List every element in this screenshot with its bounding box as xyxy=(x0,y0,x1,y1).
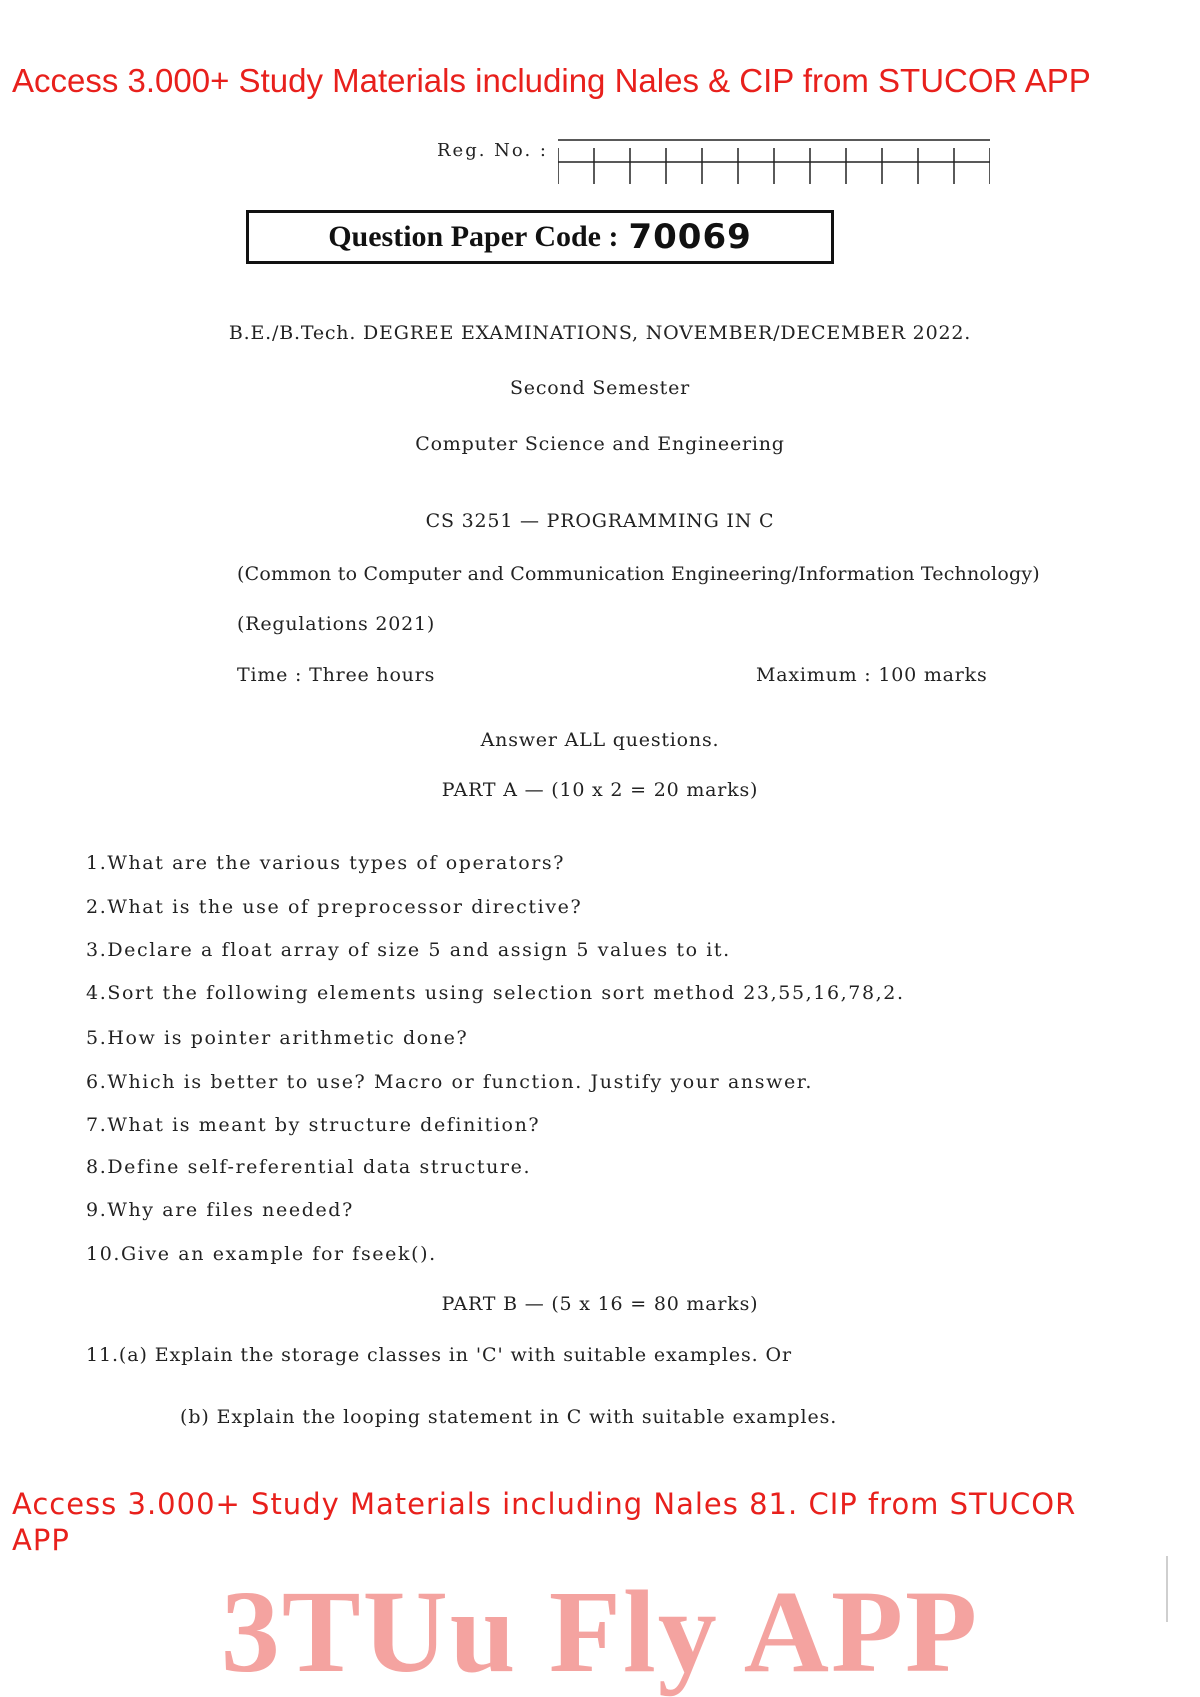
question-item: 6.Which is better to use? Macro or function. Justify your answer. xyxy=(86,1071,814,1093)
question-paper-code-box xyxy=(246,210,834,264)
question-item: 2.What is the use of preprocessor directive? xyxy=(86,896,583,918)
exam-title: B.E./B.Tech. DEGREE EXAMINATIONS, NOVEMBER/DECEMBER 2022. xyxy=(228,322,972,344)
question-paper-code-label: Question Paper Code : xyxy=(328,220,619,253)
common-to-note: (Common to Computer and Communication Engineering/Information Technology) xyxy=(237,563,1040,585)
reg-no-boxes xyxy=(558,138,990,186)
reg-no-label: Reg. No. : xyxy=(437,140,548,161)
top-promo-banner: Access 3.000+ Study Materials including Nales & CIP from STUCOR APP xyxy=(12,62,1091,99)
watermark-text: 3TUu Fly APP xyxy=(220,1566,980,1697)
page-edge-divider xyxy=(1166,1556,1168,1622)
question-paper-code-value: 70069 xyxy=(628,217,752,257)
question-item: 7.What is meant by structure definition? xyxy=(86,1114,541,1136)
question-item: 4.Sort the following elements using selection sort method 23,55,16,78,2. xyxy=(86,982,905,1004)
question-11b: (b) Explain the looping statement in C with suitable examples. xyxy=(180,1406,838,1428)
department: Computer Science and Engineering xyxy=(415,433,785,455)
question-item: 8.Define self-referential data structure. xyxy=(86,1156,532,1178)
question-item: 10.Give an example for fseek(). xyxy=(86,1243,437,1265)
exam-duration: Time : Three hours xyxy=(237,664,436,686)
part-b-heading: PART B — (5 x 16 = 80 marks) xyxy=(441,1293,759,1315)
part-a-heading: PART A — (10 x 2 = 20 marks) xyxy=(441,779,759,801)
question-item: 1.What are the various types of operators? xyxy=(86,852,566,874)
bottom-promo-banner: Access 3.000+ Study Materials including Nales 81. CIP from STUCOR APP xyxy=(12,1487,1077,1557)
regulations: (Regulations 2021) xyxy=(237,613,436,635)
course-title: CS 3251 — PROGRAMMING IN C xyxy=(425,510,775,532)
semester: Second Semester xyxy=(509,377,690,399)
maximum-marks: Maximum : 100 marks xyxy=(756,664,988,686)
question-item: 9.Why are files needed? xyxy=(86,1199,354,1221)
question-11a: 11.(a) Explain the storage classes in 'C' with suitable examples. Or xyxy=(86,1344,792,1366)
instruction: Answer ALL questions. xyxy=(480,729,720,751)
question-item: 3.Declare a float array of size 5 and assign 5 values to it. xyxy=(86,939,731,961)
question-item: 5.How is pointer arithmetic done? xyxy=(86,1027,469,1049)
